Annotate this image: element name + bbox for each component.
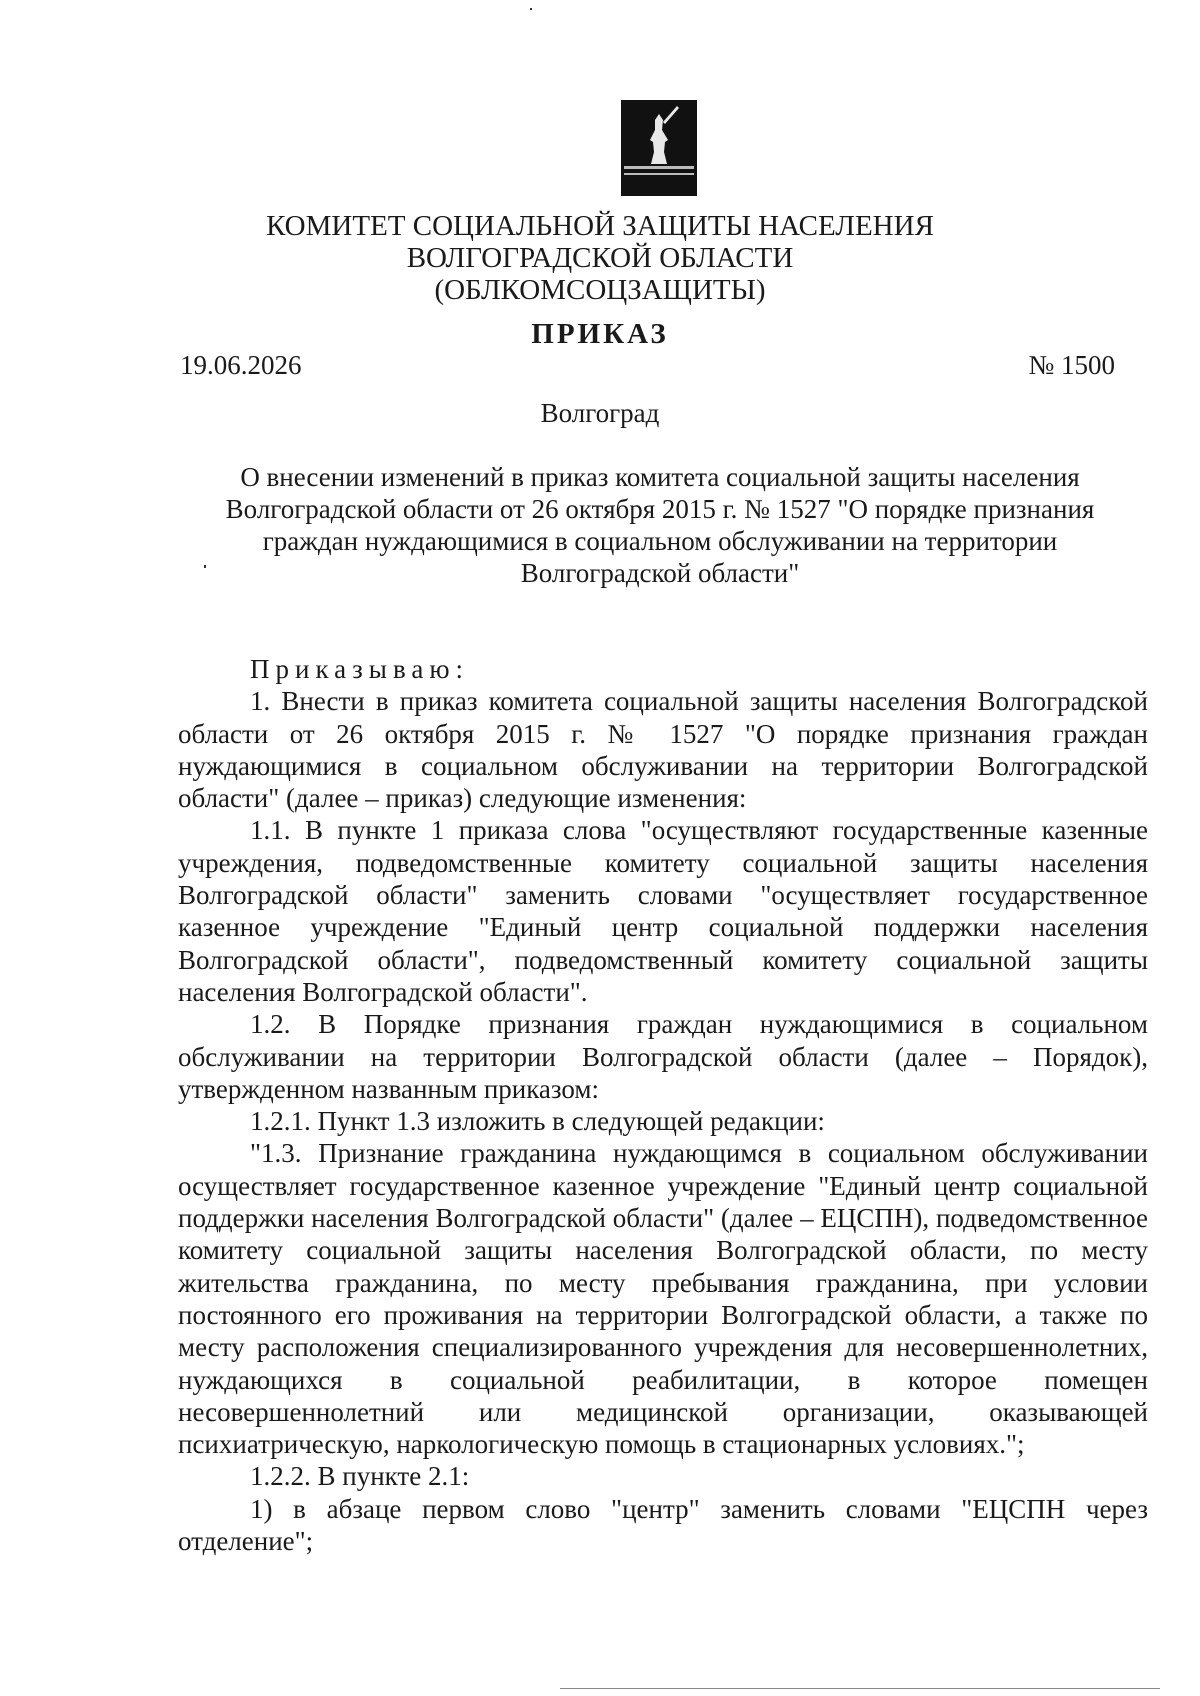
order-subject	[195, 461, 1125, 589]
scan-speck	[204, 565, 206, 568]
organization-header	[200, 210, 1000, 306]
paragraph-1-2: 1.2. В Порядке признания граждан нуждающимися в социальном обслуживании на территории Волгоградской области (далее – Порядок), утвержденном названным приказом:	[178, 1009, 1148, 1104]
paragraph-1-2-2: 1.2.2. В пункте 2.1:	[250, 1461, 470, 1492]
order-preamble: Приказываю:	[250, 654, 469, 684]
paragraph-1-2-2-item-1: 1) в абзаце первом слово "центр" заменить словами "ЕЦСПН через отделение";	[178, 1493, 1148, 1557]
paragraph-1-1: 1.1. В пункте 1 приказа слова "осуществляют государственные казенные учреждения, подведомственные комитету социальной защиты населения Волгоградской области" заменить словами "осуществляет государственное казенное учреждение "Единый центр социальной поддержки населения Волгоградской области", подведомственный комитету социальной защиты населения Волгоградской области".	[178, 815, 1148, 1007]
volgograd-coat-of-arms-icon	[621, 100, 697, 196]
scan-line	[560, 1688, 1160, 1689]
order-date: 19.06.2026	[180, 350, 302, 380]
order-number: № 1500	[1028, 350, 1115, 380]
subject-line-1: О внесении изменений в приказ комитета социальной защиты населения	[240, 462, 1080, 492]
paragraph-1: 1. Внести в приказ комитета социальной защиты населения Волгоградской области от 26 октября 2015 г. № 1527 "О порядке признания граждан нуждающимися в социальном обслуживании на территории Волгоградской области" (далее – приказ) следующие изменения:	[178, 686, 1148, 814]
organization-name-line-1: КОМИТЕТ СОЦИАЛЬНОЙ ЗАЩИТЫ НАСЕЛЕНИЯ	[266, 210, 934, 242]
scan-speck	[530, 8, 532, 10]
subject-line-2: Волгоградской области от 26 октября 2015 г. № 1527 "О порядке признания	[225, 494, 1095, 524]
document-title: ПРИКАЗ	[531, 318, 669, 350]
organization-name-line-3: (ОБЛКОМСОЦЗАЩИТЫ)	[434, 274, 766, 306]
paragraph-1-2-1: 1.2.1. Пункт 1.3 изложить в следующей редакции:	[250, 1106, 825, 1137]
organization-name-line-2: ВОЛГОГРАДСКОЙ ОБЛАСТИ	[406, 242, 794, 274]
order-city: Волгоград	[540, 398, 660, 428]
subject-line-4: Волгоградской области"	[520, 558, 800, 588]
paragraph-1-3-quote: "1.3. Признание гражданина нуждающимся в социальном обслуживании осуществляет государственное казенное учреждение "Единый центр социальной поддержки населения Волгоградской области" (далее – ЕЦСПН), подведомственное комитету социальной защиты населения Волгоградской области, по месту жительства гражданина, по месту пребывания гражданина, при условии постоянного его проживания на территории Волгоградской области, а также по месту расположения специализированного учреждения для несовершеннолетних, нуждающихся в социальной реабилитации, в которое помещен несовершеннолетний или медицинской организации, оказывающей психиатрическую, наркологическую помощь в стационарных условиях.";	[178, 1138, 1148, 1460]
order-body	[178, 653, 1148, 1557]
subject-line-3: граждан нуждающимися в социальном обслуживании на территории	[262, 526, 1058, 556]
